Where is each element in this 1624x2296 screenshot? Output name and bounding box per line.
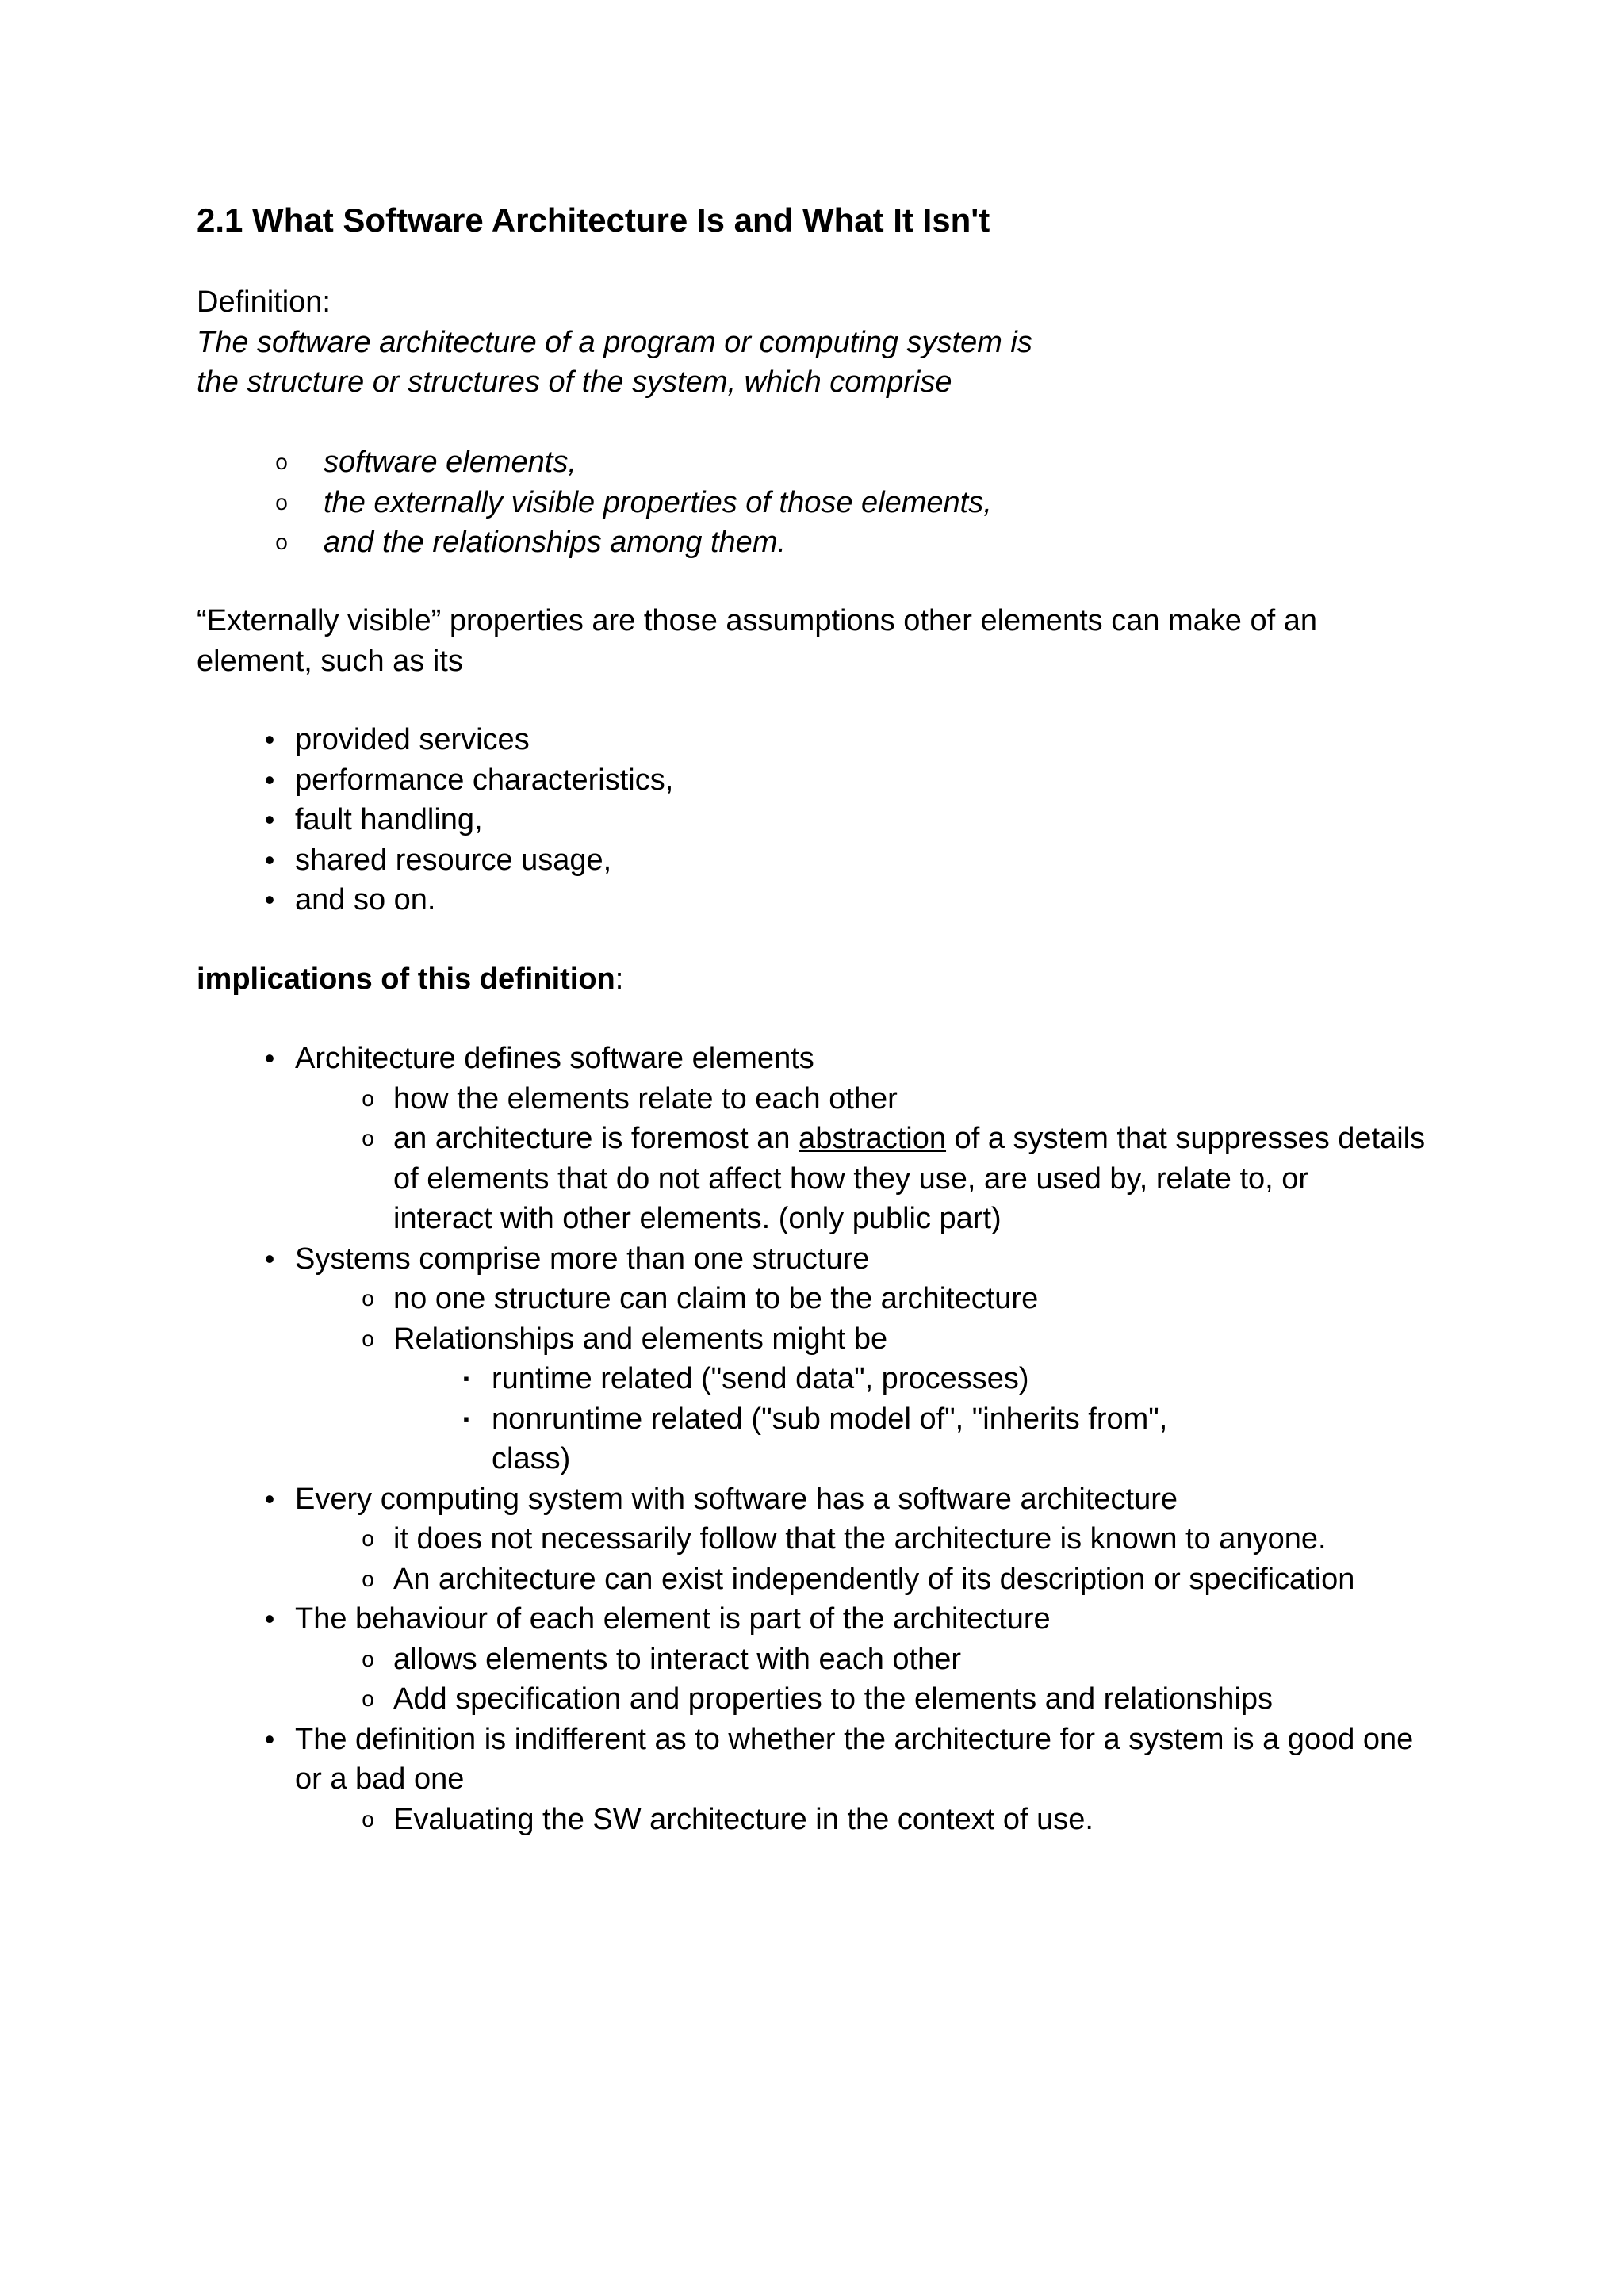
bullet-icon: • [264,763,275,796]
sub-list-item-text: it does not necessarily follow that the architecture is known to anyone. [393,1522,1327,1556]
bullet-icon: • [264,1242,275,1275]
implications-heading [197,959,1465,1000]
list-item-text: software elements, [324,446,576,479]
list-item-text: or a bad one [295,1762,465,1796]
list-item-text: performance characteristics, [295,763,674,797]
list-item [197,1239,1465,1479]
bullet-icon: • [264,1722,275,1755]
circle-bullet-icon: o [275,489,288,515]
sub-list-item [197,1559,1367,1600]
bullet-icon: • [264,1042,275,1074]
bullet-icon: • [264,843,275,876]
circle-bullet-icon: o [362,1686,374,1711]
sub-list [295,1519,1465,1599]
circle-bullet-icon: o [362,1126,374,1150]
sub-list-item [197,1119,1426,1239]
sub-sub-list-item [197,1359,1170,1399]
implications-colon: : [615,962,624,996]
circle-bullet-icon: o [275,530,288,554]
list-item-text: provided services [295,723,530,756]
list-item-text: the externally visible properties of those elements, [324,485,992,519]
list-item [197,1479,1465,1600]
paragraph-line: element, such as its [197,644,463,678]
list-item [197,1039,1465,1239]
bullet-icon: • [264,1482,275,1515]
sub-list-item-text: allows elements to interact with each other [393,1642,962,1676]
list-item-text: and the relationships among them. [324,526,787,559]
sub-sub-list-item-text: nonruntime related ("sub model of", "inherits from", class) [492,1402,1168,1475]
sub-list-item [197,1079,1367,1119]
sub-list-item [197,1640,1367,1680]
list-item [197,522,1465,563]
sub-list-item-text: of elements that do not affect how they use, are used by, relate to, or [393,1161,1309,1196]
sub-list [295,1279,1465,1479]
sub-list [295,1079,1465,1239]
sub-list-item [197,1800,1367,1840]
definition-list [197,442,1465,563]
sub-list-item [197,1679,1367,1720]
list-item-text: Every computing system with software has a software architecture [295,1482,1178,1516]
list-item-text: The behaviour of each element is part of the architecture [295,1602,1051,1636]
definition-block [197,282,1465,403]
definition-text-line: The software architecture of a program or computing system is [197,325,1032,359]
square-bullet-icon: ▪ [463,1408,469,1429]
list-item-text: Architecture defines software elements [295,1042,814,1075]
implications-list [197,1039,1465,1839]
sub-list-item-text: no one structure can claim to be the architecture [393,1282,1039,1315]
circle-bullet-icon: o [362,1646,374,1671]
circle-bullet-icon: o [362,1806,374,1831]
section-heading: 2.1 What Software Architecture Is and What It Isn't [197,201,990,239]
circle-bullet-icon: o [362,1566,374,1591]
list-item [197,760,1465,801]
sub-list-item-text: how the elements relate to each other [393,1081,898,1115]
circle-bullet-icon: o [362,1286,374,1311]
circle-bullet-icon: o [362,1085,374,1111]
bullet-icon: • [264,803,275,836]
bullet-icon: • [264,1602,275,1635]
definition-text-line: the structure or structures of the system, which comprise [197,365,952,399]
externally-visible-paragraph [197,601,1465,681]
sub-sub-list-item [197,1399,1170,1479]
paragraph-line: “Externally visible” properties are those assumptions other elements can make of an [197,604,1318,637]
list-item-text: fault handling, [295,803,483,836]
list-item [197,840,1465,881]
sub-sub-list-item-text: runtime related ("send data", processes) [492,1362,1029,1395]
sub-list-item-text: Relationships and elements might be [393,1322,888,1356]
circle-bullet-icon: o [362,1526,374,1551]
definition-label: Definition: [197,285,331,319]
sub-list-item-text: an architecture is foremost an [393,1122,799,1155]
sub-list [295,1800,1465,1840]
bullet-icon: • [264,883,275,916]
sub-list-item [197,1279,1367,1319]
sub-list-item-text: Evaluating the SW architecture in the context of use. [393,1802,1094,1836]
list-item [197,880,1465,920]
list-item-text: and so on. [295,883,436,916]
implications-title: implications of this definition [197,962,615,996]
sub-list-item-text: interact with other elements. (only public part) [393,1202,1002,1235]
sub-list-item-text: An architecture can exist independently of its description or specification [393,1562,1355,1596]
list-item [197,1720,1465,1840]
circle-bullet-icon: o [275,450,288,474]
square-bullet-icon: ▪ [463,1368,469,1388]
abstraction-term: abstraction [799,1122,947,1155]
list-item [197,1599,1465,1720]
circle-bullet-icon: o [362,1326,374,1351]
sub-list [295,1640,1465,1720]
list-item [197,483,1465,523]
sub-list-item [197,1519,1367,1559]
list-item [197,800,1465,840]
sub-list-item-text: Add specification and properties to the elements and relationships [393,1682,1274,1716]
list-item-text: shared resource usage, [295,843,612,877]
bullet-icon: • [264,723,275,756]
sub-list-item [197,1319,1367,1479]
list-item [197,720,1465,760]
sub-sub-list [393,1359,1367,1479]
list-item-text: The definition is indifferent as to whether the architecture for a system is a good one [295,1722,1414,1756]
properties-list [197,720,1465,920]
list-item [197,442,1465,483]
list-item-text: Systems comprise more than one structure [295,1242,870,1276]
sub-list-item-text: of a system that suppresses details [946,1122,1426,1155]
